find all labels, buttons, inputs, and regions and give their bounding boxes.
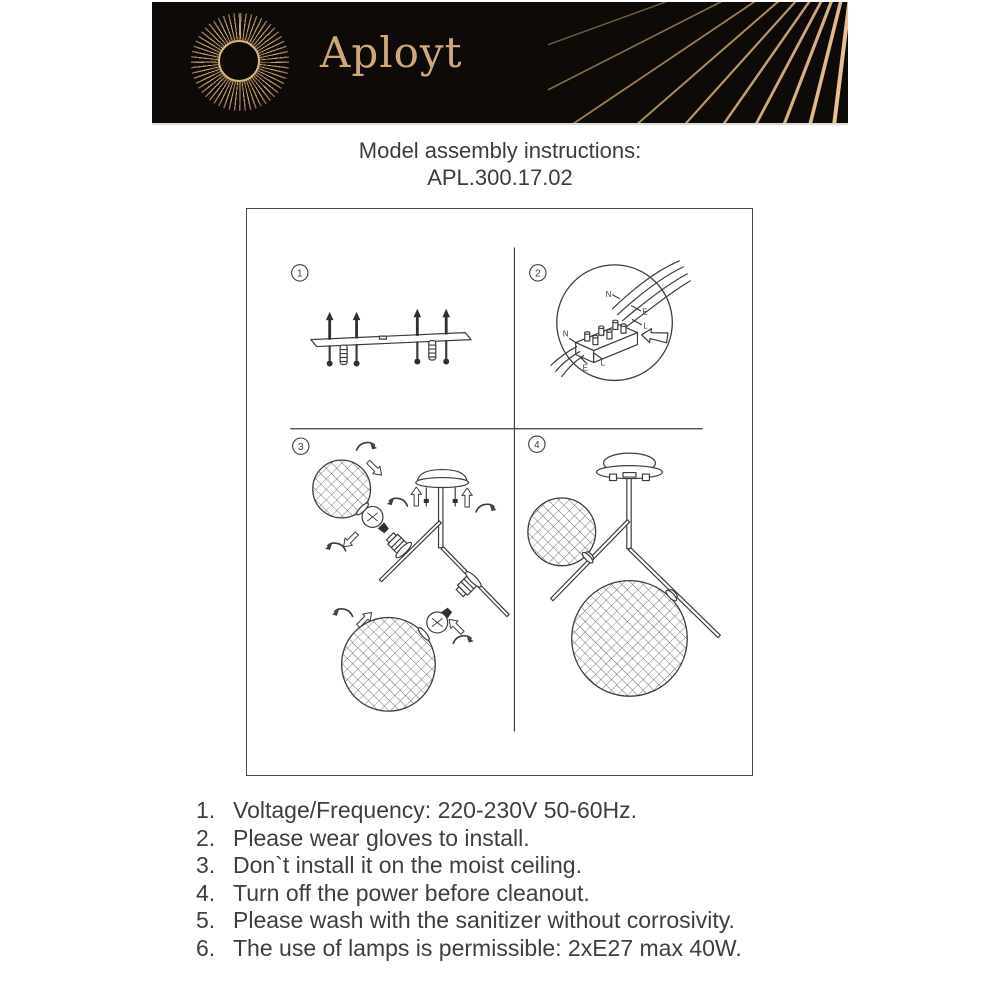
panel-4-assembled-fixture [528, 453, 720, 696]
instruction-number: 4. [196, 879, 216, 906]
rotate-arrow-icon [357, 443, 377, 451]
up-arrow-icon [411, 487, 421, 506]
instruction-number: 6. [196, 934, 216, 961]
model-number: APL.300.17.02 [427, 165, 573, 190]
panel-3-exploded-assembly [313, 443, 509, 712]
instruction-number: 3. [196, 852, 216, 879]
instruction-item [196, 852, 742, 880]
wire-label-l: L [600, 358, 606, 368]
terminal-block [576, 320, 638, 362]
instruction-text: Don`t install it on the moist ceiling. [233, 852, 582, 879]
instruction-item [196, 907, 742, 935]
panel-number-1: 1 [297, 268, 303, 280]
instruction-text: The use of lamps is permissible: 2xE27 max 40W. [233, 934, 742, 961]
instruction-number: 1. [196, 797, 216, 823]
diagram-canvas [247, 209, 752, 775]
instruction-text: Please wash with the sanitizer without corrosivity. [233, 907, 735, 934]
panel-number-3: 3 [298, 441, 304, 453]
rotate-arrow-icon [387, 498, 407, 506]
wall-anchor-icon [340, 345, 347, 364]
instruction-text: Please wear gloves to install. [233, 824, 530, 851]
canopy-stud [453, 488, 458, 506]
panel-2-wiring-detail [551, 261, 690, 381]
instruction-item [196, 880, 742, 908]
wire-label-e: E [582, 363, 588, 373]
up-arrow-icon [462, 488, 472, 507]
canopy-stud [424, 488, 429, 506]
ceiling-canopy [597, 453, 663, 480]
vertical-rod [627, 474, 631, 549]
rotate-arrow-icon [325, 543, 345, 551]
sunburst-logo-icon [191, 13, 289, 111]
title-block [0, 137, 1000, 191]
wall-anchor-icon [429, 341, 436, 360]
instruction-item [196, 935, 742, 963]
instruction-number: 2. [196, 824, 216, 851]
panel-1-mounting-bracket [311, 309, 471, 367]
brand-name: Aployt [320, 28, 463, 77]
instruction-item [196, 797, 742, 825]
wire-label-e: E [642, 307, 648, 317]
brand-banner [152, 2, 848, 125]
supply-wires [613, 261, 691, 327]
insert-arrow-icon [445, 616, 466, 637]
rotate-arrow-icon [476, 504, 496, 512]
instruction-list [196, 797, 742, 963]
instruction-item [196, 825, 742, 853]
assembly-diagram [246, 208, 753, 776]
instruction-number: 5. [196, 907, 216, 934]
wire-label-l: L [643, 321, 648, 331]
panel-number-2: 2 [535, 268, 541, 280]
left-arm-rod [379, 521, 441, 582]
lamp-socket [452, 570, 483, 601]
panel-number-4: 4 [534, 439, 540, 451]
instruction-text: Voltage/Frequency: 220-230V 50-60Hz. [233, 797, 638, 823]
rotate-arrow-icon [332, 609, 352, 617]
bar-slot [379, 336, 386, 339]
vertical-rod [439, 484, 443, 548]
wire-label-n: N [562, 329, 569, 339]
sunburst-core [218, 40, 260, 82]
rotate-arrow-icon [453, 636, 473, 644]
wire-label-n: N [605, 289, 612, 299]
rays-decoration-icon [548, 2, 848, 123]
bulb-icon [362, 506, 390, 534]
instruction-text: Turn off the power before cleanout. [233, 879, 590, 906]
page-title: Model assembly instructions: [358, 138, 642, 163]
